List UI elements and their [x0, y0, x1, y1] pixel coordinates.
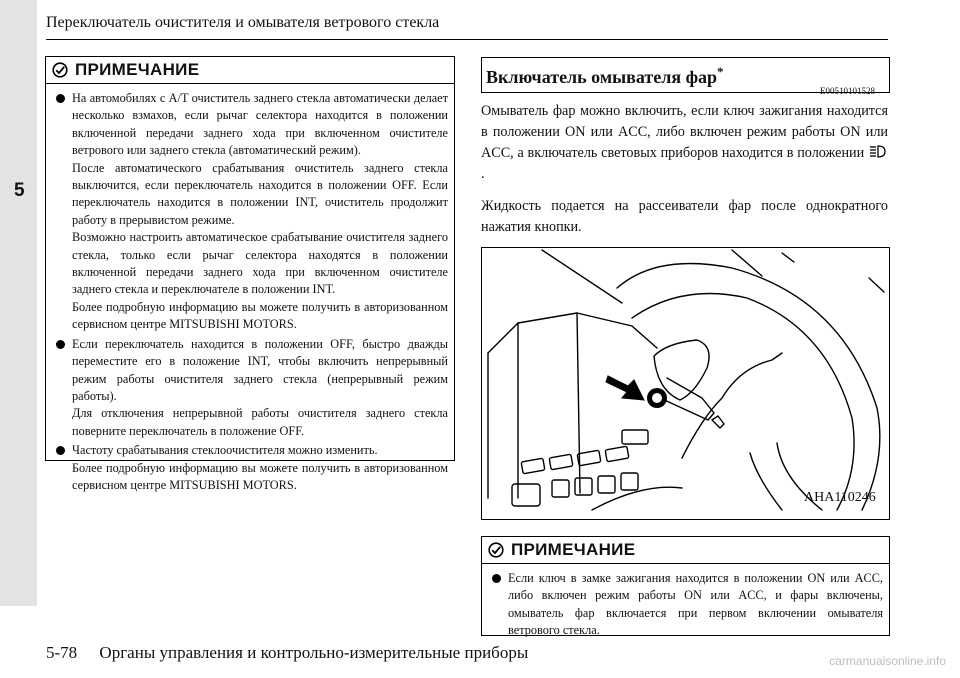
chapter-tab [0, 0, 37, 606]
paragraph-text: Жидкость подается на рассеиватели фар после однократного нажатия кнопки. [481, 198, 888, 235]
bullet-icon [56, 340, 65, 349]
headlight-washer-illustration [481, 247, 890, 520]
bullet-icon [492, 574, 501, 583]
note-item [72, 90, 448, 334]
note-paragraph: Возможно настроить автоматическое срабатывание очистителя заднего стекла, только если рычаг селектора находятся в положении включенной передачи заднего хода при включенном очистителе заднего стекла и переключателе в положении INT. [72, 230, 448, 297]
right-note-body [482, 564, 889, 646]
page-header-title: Переключатель очистителя и омывателя ветрового стекла [46, 14, 440, 31]
bullet-icon [56, 94, 65, 103]
header-rule [46, 39, 888, 40]
note-item [72, 336, 448, 440]
chapter-title: Органы управления и контрольно-измерительные приборы [99, 643, 529, 662]
note-paragraph: Если переключатель находится в положении OFF, быстро дважды переместите его в положение INT, чтобы включить непрерывный режим работы очистителя заднего стекла (непрерывный режим работы). [72, 336, 448, 403]
right-note-box [481, 536, 890, 636]
note-item [508, 570, 883, 640]
paragraph-text: Омыватель фар можно включить, если ключ зажигания находится в положении ON или ACC, либо включен режим работы ON или ACC, а включатель световых приборов находится в положении [481, 103, 888, 161]
headlight-symbol-icon [868, 145, 888, 158]
chapter-number: 5 [14, 180, 25, 201]
note-label: ПРИМЕЧАНИЕ [75, 60, 200, 79]
note-paragraph: На автомобилях с A/T очиститель заднего стекла автоматически делает несколько взмахов, если рычаг селектора находится в положении включенной передачи заднего хода при включенном очистителе ветрового или заднего стекла (автоматический режим). [72, 91, 448, 158]
note-item [72, 442, 448, 494]
note-paragraph: Для отключения непрерывной работы очистителя заднего стекла поверните переключатель в положение OFF. [72, 406, 448, 438]
section-title [486, 64, 724, 88]
note-label: ПРИМЕЧАНИЕ [511, 540, 636, 559]
check-mark-icon [52, 62, 68, 78]
illustration-code: AHA110246 [804, 490, 876, 505]
watermark: carmanualsonline.info [829, 654, 946, 668]
bullet-icon [56, 446, 65, 455]
note-paragraph: Частоту срабатывания стеклоочистителя можно изменить. [72, 443, 378, 458]
push-arrow-icon [606, 376, 644, 400]
page-footer [46, 643, 528, 663]
section-title-text: Включатель омывателя фар [486, 67, 718, 87]
note-paragraph: Более подробную информацию вы можете получить в авторизованном сервисном центре MITSUBISHI MOTORS. [72, 460, 448, 492]
note-paragraph: Если ключ в замке зажигания находится в положении ON или ACC, либо включен режим работы ON или ACC, и фары включены, омыватель фар включается при первом включении омывателя ветрового стекла. [508, 571, 883, 638]
section-paragraph-2 [481, 196, 888, 238]
paragraph-text: . [481, 166, 485, 182]
section-code: E00510101528 [820, 86, 875, 96]
section-paragraph-1 [481, 101, 888, 185]
left-note-header [46, 57, 454, 84]
optional-equipment-mark: * [717, 64, 724, 79]
note-paragraph: Более подробную информацию вы можете получить в авторизованном сервисном центре MITSUBISHI MOTORS. [72, 299, 448, 332]
right-note-header [482, 537, 889, 564]
left-note-box [45, 56, 455, 492]
check-mark-icon [488, 542, 504, 558]
page-number: 5-78 [46, 643, 78, 662]
note-paragraph: После автоматического срабатывания очиститель заднего стекла выключится, если переключатель находится в положении OFF. Если переключатель находится в положении INT, очиститель продолжит работу в прерывистом режиме. [72, 160, 448, 227]
dashboard-drawing [482, 248, 889, 519]
left-note-body [46, 84, 454, 500]
